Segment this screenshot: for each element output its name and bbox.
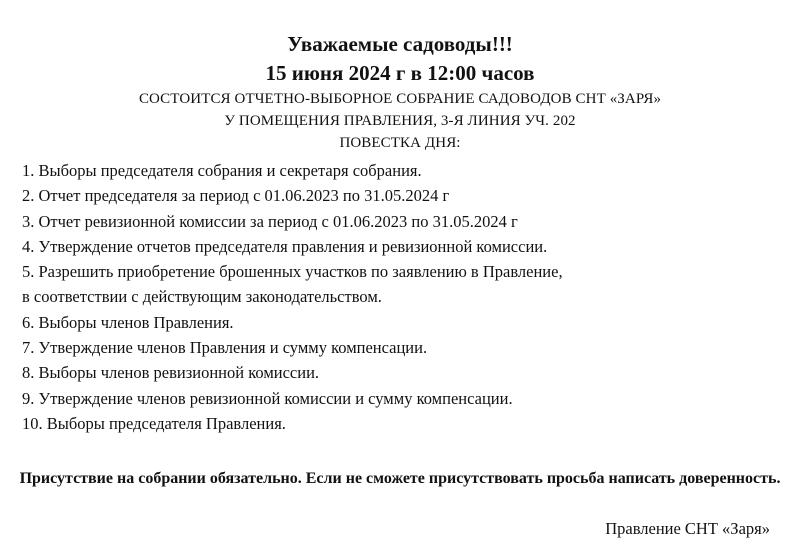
attendance-note: Присутствие на собрании обязательно. Если не сможете присутствовать просьба написать доверенность. [19,470,781,487]
agenda-item: 2. Отчет председателя за период с 01.06.2023 по 31.05.2024 г [22,186,450,206]
agenda-item-continuation: в соответствии с действующим законодательством. [22,287,382,307]
agenda-item: 1. Выборы председателя собрания и секретаря собрания. [22,161,422,180]
meeting-announcement: СОСТОИТСЯ ОТЧЕТНО-ВЫБОРНОЕ СОБРАНИЕ САДОВОДОВ СНТ «ЗАРЯ» [138,91,662,107]
agenda-item: 9. Утверждение членов ревизионной комиссии и сумму компенсации. [22,388,513,408]
agenda-item: 6. Выборы членов Правления. [22,312,234,332]
agenda-list [22,158,792,436]
agenda-item: 3. Отчет ревизионной комиссии за период с 01.06.2023 по 31.05.2024 г [22,211,518,231]
meeting-location: У ПОМЕЩЕНИЯ ПРАВЛЕНИЯ, 3-Я ЛИНИЯ УЧ. 202 [224,113,576,129]
agenda-item: 7. Утверждение членов Правления и сумму компенсации. [22,338,428,358]
notice-greeting: Уважаемые садоводы!!! [287,32,513,56]
agenda-item: 10. Выборы председателя Правления. [22,413,286,433]
agenda-item: 4. Утверждение отчетов председателя правления и ревизионной комиссии. [22,236,548,256]
agenda-item: 5. Разрешить приобретение брошенных участков по заявлению в Правление, [22,262,563,282]
agenda-item: 8. Выборы членов ревизионной комиссии. [22,363,320,383]
agenda-title: ПОВЕСТКА ДНЯ: [339,135,461,151]
meeting-datetime: 15 июня 2024 г в 12:00 часов [265,61,535,85]
signature: Правление СНТ «Заря» [605,519,770,538]
